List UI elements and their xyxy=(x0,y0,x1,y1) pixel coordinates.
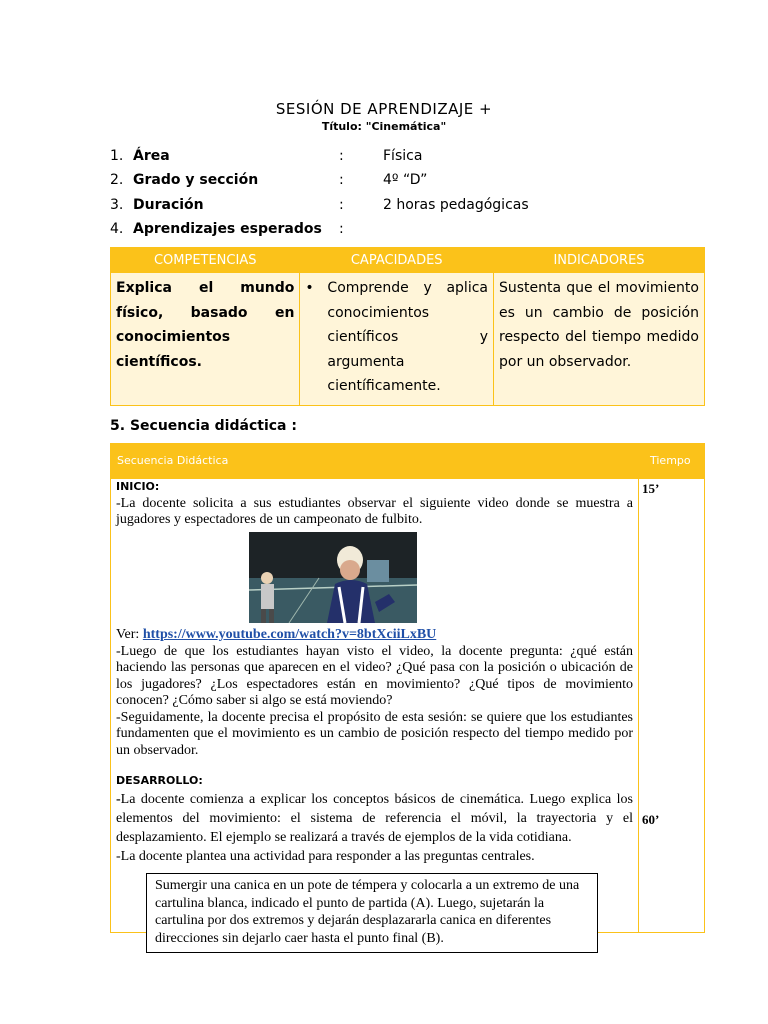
section-title: Secuencia didáctica : xyxy=(129,418,297,434)
info-value: Física xyxy=(383,148,423,164)
competencias-table xyxy=(110,247,705,406)
capacidad-text: Comprende y aplica conocimientos científicos y argumenta científicamente. xyxy=(327,280,488,394)
table-header-row xyxy=(111,248,705,273)
time-inicio: 15’ xyxy=(642,481,660,496)
desarrollo-block xyxy=(116,773,633,866)
inicio-block xyxy=(116,479,633,529)
info-value: 2 horas pedagógicas xyxy=(383,197,529,213)
info-number: 4. xyxy=(110,221,124,237)
table-header-competencias: COMPETENCIAS xyxy=(111,248,300,273)
desarrollo-label: DESARROLLO: xyxy=(116,774,203,787)
inicio-paragraph-2: -Luego de que los estudiantes hayan visto el video, la docente pregunta: ¿qué están haciendo las personas que aparecen en el video? ¿Qué pasa con la posición o ubicación de los jugadores? ¿Los espectadores están en movimiento? ¿Qué tipos de movimiento conocen? ¿Cómo saber si algo se está moviendo? xyxy=(116,643,633,708)
secuencia-header-left: Secuencia Didáctica xyxy=(117,454,229,467)
desarrollo-dash: - xyxy=(116,791,121,807)
desarrollo-paragraph-2: -La docente plantea una actividad para responder a las preguntas centrales. xyxy=(116,848,535,864)
info-number: 2. xyxy=(110,172,124,188)
secuencia-header xyxy=(111,444,704,479)
video-thumbnail-image xyxy=(249,532,417,623)
section-number: 5. xyxy=(110,418,126,434)
info-label: Aprendizajes esperados xyxy=(133,221,322,237)
indicador-cell xyxy=(494,273,705,406)
info-label: Duración xyxy=(133,197,204,213)
table-header-indicadores: INDICADORES xyxy=(494,248,705,273)
inicio-paragraph-3: -Seguidamente, la docente precisa el propósito de esta sesión: se quiere que los estudiantes fundamenten que el movimiento es un cambio de posición respecto del tiempo medido por un observador. xyxy=(116,709,633,758)
info-colon: : xyxy=(339,148,344,164)
info-colon: : xyxy=(339,221,344,237)
capacidad-bullet-item xyxy=(305,276,488,399)
info-number: 1. xyxy=(110,148,124,164)
info-row-duracion xyxy=(110,197,710,219)
video-link-line xyxy=(116,627,633,644)
video-link[interactable]: https://www.youtube.com/watch?v=8btXciiLxBU xyxy=(142,627,437,642)
section-heading xyxy=(110,418,297,434)
time-desarrollo: 60’ xyxy=(642,812,660,827)
info-row-grado xyxy=(110,172,710,194)
secuencia-header-right: Tiempo xyxy=(650,454,691,467)
info-number: 3. xyxy=(110,197,124,213)
ver-label: Ver: xyxy=(116,627,140,642)
desarrollo-paragraph-1-text: La docente comienza a explicar los conceptos básicos de cinemática. Luego explica los elementos del movimiento: el sistema de referencia el móvil, la trayectoria y el desplazamiento. El ejemplo se realizará a través de ejemplos de la vida cotidiana. xyxy=(116,791,633,845)
info-row-aprendizajes xyxy=(110,221,710,243)
capacidad-cell xyxy=(300,273,494,406)
info-colon: : xyxy=(339,197,344,213)
info-label: Grado y sección xyxy=(133,172,259,188)
desarrollo-paragraph-1 xyxy=(116,790,633,847)
table-header-capacidades: CAPACIDADES xyxy=(300,248,494,273)
indicador-text: Sustenta que el movimiento es un cambio de posición respecto del tiempo medido por un observador. xyxy=(499,280,699,370)
inicio-text: -La docente solicita a sus estudiantes observar el siguiente video donde se muestra a jugadores y espectadores de un campeonato de fulbito. xyxy=(116,495,633,527)
page-title: SESIÓN DE APRENDIZAJE + xyxy=(275,100,493,118)
inicio-label: INICIO: xyxy=(116,480,160,493)
inicio-rest xyxy=(116,627,633,759)
video-thumbnail[interactable] xyxy=(249,532,417,623)
info-row-area xyxy=(110,148,710,170)
competencia-text: Explica el mundo físico, basado en conocimientos científicos. xyxy=(116,280,295,370)
activity-box: Sumergir una canica en un pote de témpera y colocarla a un extremo de una cartulina blanca, indicado el punto de partida (A). Luego, sujetarán la cartulina por dos extremos y dejarán desplazararla canica en diferentes direcciones sin dejarlo caer hasta el punto final (B). xyxy=(146,873,598,953)
info-label: Área xyxy=(133,148,170,164)
info-colon: : xyxy=(339,172,344,188)
bullet-icon: • xyxy=(305,280,314,296)
page-subtitle: Título: "Cinemática" xyxy=(321,120,447,133)
column-divider xyxy=(638,444,639,932)
competencia-cell xyxy=(111,273,300,406)
table-row xyxy=(111,273,705,406)
info-value: 4º “D” xyxy=(383,172,428,188)
